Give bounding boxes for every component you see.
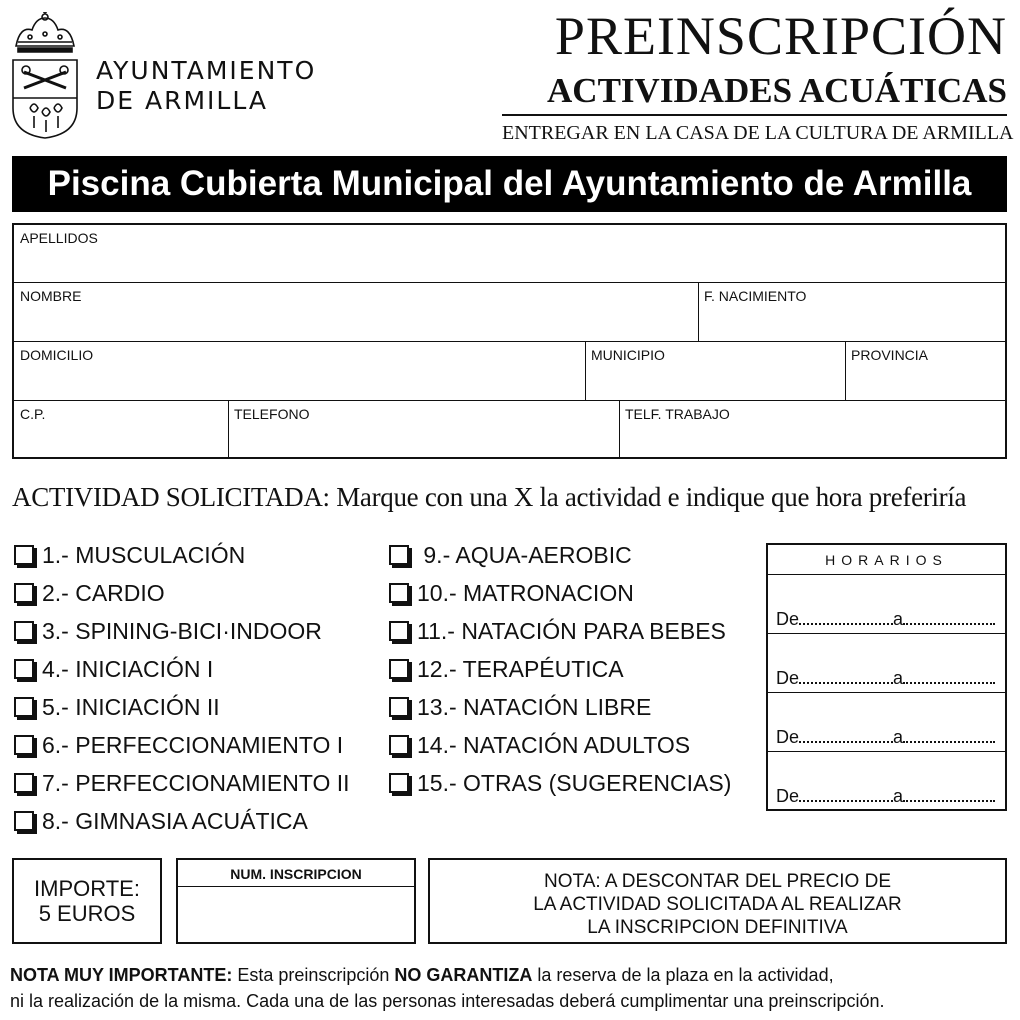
dotted-line <box>903 672 995 684</box>
schedule-to-label: a <box>893 668 904 688</box>
checkbox-icon[interactable] <box>389 773 409 793</box>
form-title: PREINSCRIPCIÓN <box>554 6 1007 66</box>
activity-option[interactable] <box>14 806 308 836</box>
schedule-from-label: De <box>776 668 800 688</box>
discount-note-box <box>428 858 1007 944</box>
facility-banner: Piscina Cubierta Municipal del Ayuntamiento de Armilla <box>12 156 1007 212</box>
activity-label: 11.- NATACIÓN PARA BEBES <box>417 618 726 644</box>
activity-label: 5.- INICIACIÓN II <box>42 694 220 720</box>
checkbox-icon[interactable] <box>14 545 34 565</box>
important-note <box>10 962 1010 1014</box>
activity-label: 13.- NATACIÓN LIBRE <box>417 694 652 720</box>
activity-label: 4.- INICIACIÓN I <box>42 656 214 682</box>
checkbox-icon[interactable] <box>14 621 34 641</box>
checkbox-icon[interactable] <box>14 735 34 755</box>
price-box <box>12 858 162 944</box>
discount-note-line1: NOTA: A DESCONTAR DEL PRECIO DE <box>544 871 891 892</box>
personal-data-form <box>12 223 1007 459</box>
important-note-emphasis: NO GARANTIZA <box>394 965 533 985</box>
important-note-text: la reserva de la plaza en la actividad, <box>532 965 834 985</box>
organization-name-line2: DE ARMILLA <box>96 86 268 115</box>
apellidos-field[interactable]: APELLIDOS <box>20 230 98 246</box>
form-column-divider <box>585 341 586 400</box>
schedule-slot[interactable] <box>776 725 1004 749</box>
organization-name <box>96 56 316 116</box>
checkbox-icon[interactable] <box>14 773 34 793</box>
activity-label: 3.- SPINING-BICI·INDOOR <box>42 618 322 644</box>
form-row-divider <box>14 400 1005 401</box>
checkbox-icon[interactable] <box>389 583 409 603</box>
nombre-field[interactable]: NOMBRE <box>20 288 82 304</box>
checkbox-icon[interactable] <box>389 735 409 755</box>
schedule-from-label: De <box>776 609 800 629</box>
schedule-slot[interactable] <box>776 607 1004 631</box>
checkbox-icon[interactable] <box>14 659 34 679</box>
checkbox-icon[interactable] <box>389 545 409 565</box>
activity-label: 1.- MUSCULACIÓN <box>42 542 246 568</box>
important-note-heading: NOTA MUY IMPORTANTE: <box>10 965 233 985</box>
activity-label: 14.- NATACIÓN ADULTOS <box>417 732 691 758</box>
coat-of-arms-logo <box>10 12 80 140</box>
dotted-line <box>903 790 995 802</box>
checkbox-icon[interactable] <box>14 583 34 603</box>
provincia-field[interactable]: PROVINCIA <box>851 347 929 363</box>
schedule-to-label: a <box>893 609 904 629</box>
form-subtitle: ACTIVIDADES ACUÁTICAS <box>547 71 1007 110</box>
activity-label: 8.- GIMNASIA ACUÁTICA <box>42 808 308 834</box>
schedule-from-label: De <box>776 786 800 806</box>
domicilio-field[interactable]: DOMICILIO <box>20 347 94 363</box>
schedule-to-label: a <box>893 786 904 806</box>
birthdate-field[interactable]: F. NACIMIENTO <box>704 288 807 304</box>
registration-number-box[interactable] <box>176 858 416 944</box>
activity-option[interactable] <box>389 616 726 646</box>
registration-number-label: NUM. INSCRIPCION <box>230 866 362 882</box>
dotted-line <box>903 613 995 625</box>
checkbox-icon[interactable] <box>14 811 34 831</box>
schedule-divider <box>768 751 1005 752</box>
form-column-divider <box>619 400 620 457</box>
activity-option[interactable] <box>389 768 731 798</box>
municipio-field[interactable]: MUNICIPIO <box>591 347 665 363</box>
dotted-line <box>799 613 893 625</box>
activity-option[interactable] <box>14 540 245 570</box>
activity-label: 7.- PERFECCIONAMIENTO II <box>42 770 350 796</box>
dotted-line <box>903 731 995 743</box>
activity-label: 6.- PERFECCIONAMIENTO I <box>42 732 344 758</box>
activity-label: 9.- AQUA-AEROBIC <box>417 542 632 568</box>
dotted-line <box>799 731 893 743</box>
registration-number-divider <box>178 886 414 887</box>
dotted-line <box>799 790 893 802</box>
form-column-divider <box>698 282 699 341</box>
important-note-line2: ni la realización de la misma. Cada una de las personas interesadas deberá cumplimentar una preinscripción. <box>10 991 885 1011</box>
price-label: IMPORTE: <box>34 876 140 901</box>
activity-option[interactable] <box>389 540 632 570</box>
checkbox-icon[interactable] <box>389 621 409 641</box>
checkbox-icon[interactable] <box>389 659 409 679</box>
form-column-divider <box>845 341 846 400</box>
important-note-line1 <box>10 962 1010 988</box>
activity-option[interactable] <box>14 578 165 608</box>
organization-name-line1: AYUNTAMIENTO <box>96 56 317 85</box>
schedule-divider <box>768 633 1005 634</box>
activity-option[interactable] <box>14 616 322 646</box>
discount-note-line3: LA INSCRIPCION DEFINITIVA <box>587 917 848 938</box>
activity-option[interactable] <box>14 768 350 798</box>
work-phone-field[interactable]: TELF. TRABAJO <box>625 406 730 422</box>
important-note-text: Esta preinscripción <box>232 965 395 985</box>
activity-option[interactable] <box>14 654 213 684</box>
checkbox-icon[interactable] <box>14 697 34 717</box>
activity-label: 2.- CARDIO <box>42 580 165 606</box>
checkbox-icon[interactable] <box>389 697 409 717</box>
activity-label: 15.- OTRAS (SUGERENCIAS) <box>417 770 732 796</box>
schedule-divider <box>768 574 1005 575</box>
discount-note-line2: LA ACTIVIDAD SOLICITADA AL REALIZAR <box>533 894 902 915</box>
schedule-slot[interactable] <box>776 666 1004 690</box>
dotted-line <box>799 672 893 684</box>
schedule-slot[interactable] <box>776 784 1004 808</box>
telefono-field[interactable]: TELEFONO <box>234 406 310 422</box>
schedule-box <box>766 543 1007 811</box>
postal-code-field[interactable]: C.P. <box>20 406 46 422</box>
activity-label: 10.- MATRONACION <box>417 580 634 606</box>
schedule-to-label: a <box>893 727 904 747</box>
activity-option[interactable] <box>389 578 634 608</box>
activity-option[interactable] <box>389 730 690 760</box>
activity-option[interactable] <box>14 692 220 722</box>
activity-label: 12.- TERAPÉUTICA <box>417 656 624 682</box>
title-divider <box>502 114 1007 116</box>
delivery-instruction: ENTREGAR EN LA CASA DE LA CULTURA DE ARMILLA <box>502 122 1014 144</box>
form-row-divider <box>14 282 1005 283</box>
form-column-divider <box>228 400 229 457</box>
schedule-title: HORARIOS <box>825 552 948 568</box>
schedule-divider <box>768 692 1005 693</box>
activity-heading: ACTIVIDAD SOLICITADA: Marque con una X la actividad e indique que hora preferiría <box>12 482 967 512</box>
form-row-divider <box>14 341 1005 342</box>
activity-option[interactable] <box>389 692 651 722</box>
schedule-from-label: De <box>776 727 800 747</box>
activity-option[interactable] <box>14 730 343 760</box>
activity-option[interactable] <box>389 654 624 684</box>
price-value: 5 EUROS <box>38 901 136 926</box>
